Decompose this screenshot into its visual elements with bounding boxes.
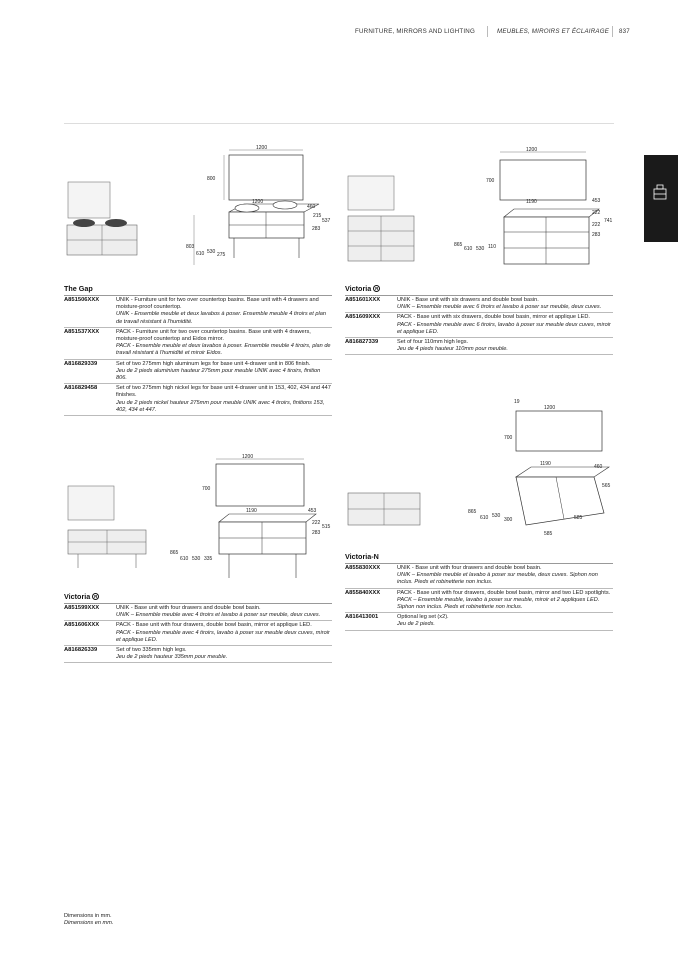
vicn-dim-w2: 585 xyxy=(544,531,553,537)
table-row xyxy=(64,621,332,646)
vic4-dim-unit-w: 1190 xyxy=(246,508,257,514)
desc-fr: PACK – Ensemble meuble, lavabo à poser sur meuble, miroir et 2 appliques LED. Siphon non inclus. Pieds et robinetterie non inclus. xyxy=(397,596,600,611)
product-code: A851506XXX xyxy=(64,297,100,303)
victoria-6-product-table xyxy=(345,295,613,355)
registered-icon: R xyxy=(375,286,379,291)
vicn-dim-h2: 530 xyxy=(492,513,501,519)
product-code: A851606XXX xyxy=(64,622,100,629)
section-tab xyxy=(644,155,678,242)
desc-en: PACK - Base unit with four drawers, double bowl basin, mirror and two LED spotlights. xyxy=(397,589,611,596)
vic6-dim-h-total: 865 xyxy=(454,242,463,248)
the-gap-product-table xyxy=(64,295,332,416)
desc-fr: Jeu de 2 pieds hauteur 335mm pour meuble. xyxy=(116,654,228,661)
vic6-dim-h2: 530 xyxy=(476,246,485,252)
victoria-n-product-table xyxy=(345,563,613,631)
vic6-dim-d2: 222 xyxy=(592,210,601,216)
product-code: A851599XXX xyxy=(64,605,100,611)
desc-fr: UNIK - Ensemble meuble et deux lavabos à poser. Ensemble meuble 4 tiroirs et plan de travail résistant à l'humidité. xyxy=(116,311,326,325)
victoria-n-illustration xyxy=(344,395,629,545)
product-code: A855830XXX xyxy=(345,565,381,571)
gap-dim-unit-w: 1200 xyxy=(252,199,264,205)
product-code: A816829339 xyxy=(64,360,98,367)
vic6-dim-d4: 222 xyxy=(592,222,601,228)
table-row xyxy=(345,313,613,338)
table-row xyxy=(64,384,332,416)
vicn-dim-h-total: 865 xyxy=(468,509,477,515)
desc-en: UNIK - Base unit with four drawers and double bowl basin. xyxy=(116,605,261,611)
vic4-dim-mirror-w: 1200 xyxy=(242,454,254,460)
gap-dim-d1: 460 xyxy=(307,204,316,210)
vicn-dim-h3: 300 xyxy=(504,517,513,523)
vicn-dim-unit-w: 1190 xyxy=(540,461,551,467)
desc-fr: UNIK – Ensemble meuble avec 4 tiroirs et lavabo à poser sur meuble, deux cuves. xyxy=(116,612,321,619)
vic6-dim-mirror-w: 1200 xyxy=(526,147,538,153)
vicn-dim-h1: 610 xyxy=(480,515,489,521)
footer-note xyxy=(64,913,113,927)
desc-fr: Jeu de 4 pieds hauteur 110mm pour meuble. xyxy=(397,346,508,353)
product-title-the-gap: The Gap xyxy=(64,284,93,293)
table-row xyxy=(345,338,613,355)
vicn-dim-mirror-h: 700 xyxy=(504,435,513,441)
gap-dim-mirror-h: 800 xyxy=(207,176,216,182)
product-code: A851609XXX xyxy=(345,314,381,321)
gap-dim-d3: 537 xyxy=(322,218,331,224)
table-row xyxy=(345,564,613,589)
gap-dim-h2: 530 xyxy=(207,249,216,255)
vicn-dim-w1: 585 xyxy=(574,515,583,521)
gap-dim-h-total: 803 xyxy=(186,244,195,250)
product-code: A855840XXX xyxy=(345,589,381,596)
desc-en: Set of four 110mm high legs. xyxy=(397,339,469,346)
section-title-fr: MEUBLES, MIROIRS ET ÉCLAIRAGE xyxy=(497,28,610,35)
the-gap-illustration xyxy=(64,140,344,275)
vic6-dim-mirror-h: 700 xyxy=(486,178,495,184)
vic4-dim-d1: 453 xyxy=(308,508,317,514)
page-number: 837 xyxy=(619,28,630,35)
vicn-dim-top: 19 xyxy=(514,399,520,405)
table-row xyxy=(64,328,332,360)
vic4-dim-d4: 283 xyxy=(312,530,321,536)
desc-en: UNIK - Base unit with four drawers and double bowl basin. xyxy=(397,565,542,571)
desc-fr: PACK - Ensemble meuble avec 4 tiroirs, lavabo à poser sur meuble deux cuves, miroir et applique LED. xyxy=(116,629,330,643)
vic4-dim-h3: 335 xyxy=(204,556,213,562)
desc-en: PACK - Furniture unit for two over countertop basins. Base unit with 4 drawers, moisture-proof countertop and Eidos mirror. xyxy=(116,328,311,343)
gap-dim-d2: 215 xyxy=(313,213,322,219)
vicn-dim-d1: 460 xyxy=(594,464,603,470)
header-divider xyxy=(487,26,488,37)
vic6-dim-d5: 283 xyxy=(592,232,601,238)
desc-fr: PACK - Ensemble meuble et deux lavabos à poser. Ensemble meuble 4 tiroirs, plan de travail résistant à l'humidité et miroir Eidos. xyxy=(116,343,331,357)
desc-fr: UNIK – Ensemble meuble et lavabo à poser sur meuble, deux cuves. Siphon non inclus. Pieds et robinetterie non inclus. xyxy=(397,572,598,586)
product-code: A851601XXX xyxy=(345,297,381,303)
desc-en: PACK - Base unit with six drawers, double bowl basin, mirror et applique LED. xyxy=(397,314,590,321)
desc-en: UNIK - Base unit with six drawers and double bowl basin. xyxy=(397,297,539,303)
title-text: Victoria xyxy=(345,284,372,293)
vic6-dim-unit-w: 1190 xyxy=(526,199,537,205)
product-code: A816826339 xyxy=(64,647,98,654)
vic4-dim-h1: 610 xyxy=(180,556,189,562)
desc-en: Set of two 335mm high legs. xyxy=(116,647,187,654)
table-row xyxy=(345,613,613,630)
top-rule xyxy=(64,123,614,124)
table-row xyxy=(64,646,332,663)
section-title-en: FURNITURE, MIRRORS AND LIGHTING xyxy=(355,28,475,35)
desc-fr: Jeu de 2 pieds aluminium hauteur 275mm pour meuble UNIK avec 4 tiroirs, finition 806. xyxy=(116,367,321,382)
product-code: A851537XXX xyxy=(64,328,100,335)
vic4-dim-d3: 515 xyxy=(322,524,331,530)
vic6-dim-d1: 453 xyxy=(592,198,601,204)
product-code: A816829458 xyxy=(64,385,98,392)
vicn-dim-d2: 565 xyxy=(602,483,611,489)
product-code: A816413001 xyxy=(345,614,379,621)
product-title-victoria xyxy=(345,284,380,293)
vic4-dim-d2: 222 xyxy=(312,520,321,526)
product-code: A816827339 xyxy=(345,339,379,346)
vic4-dim-h-total: 865 xyxy=(170,550,179,556)
registered-icon: R xyxy=(94,594,98,599)
victoria-4-illustration xyxy=(64,450,344,585)
furniture-icon xyxy=(644,155,678,242)
vic6-dim-h1: 610 xyxy=(464,246,473,252)
table-row xyxy=(64,604,332,621)
desc-fr: UNIK – Ensemble meuble avec 6 tiroirs et lavabo à poser sur meuble, deux cuves. xyxy=(397,304,602,311)
victoria-6-illustration xyxy=(344,140,629,275)
gap-dim-h3: 275 xyxy=(217,252,226,258)
table-row xyxy=(64,296,332,328)
gap-dim-d4: 283 xyxy=(312,226,321,232)
desc-en: Set of two 275mm high aluminum legs for base unit 4-drawer unit in 806 finish. xyxy=(116,360,311,367)
desc-fr: Jeu de 2 pieds. xyxy=(397,621,435,628)
product-title-victoria xyxy=(64,592,99,601)
gap-dim-mirror-w: 1200 xyxy=(256,145,268,151)
desc-en: Optional leg set (x2). xyxy=(397,614,449,621)
vic4-dim-h2: 530 xyxy=(192,556,201,562)
vicn-dim-mirror-w: 1200 xyxy=(544,405,556,411)
vic6-dim-d3: 741 xyxy=(604,218,613,224)
title-text: Victoria xyxy=(64,592,91,601)
desc-en: UNIK - Furniture unit for two over countertop basins. Base unit with 4 drawers and moisture-proof countertop. xyxy=(116,297,319,311)
table-row xyxy=(64,360,332,385)
vic4-dim-mirror-h: 700 xyxy=(202,486,211,492)
header-divider xyxy=(612,26,613,37)
desc-fr: Jeu de 2 pieds nickel hauteur 275mm pour meuble UNIK avec 4 tiroirs, finitions 153, 402, 434 et 447. xyxy=(116,399,325,413)
table-row xyxy=(345,589,613,614)
footer-en: Dimensions in mm. xyxy=(64,913,112,919)
victoria-4-product-table xyxy=(64,603,332,663)
product-title-victoria-n: Victoria-N xyxy=(345,552,379,561)
vic6-dim-h3: 110 xyxy=(488,244,496,250)
table-row xyxy=(345,296,613,313)
desc-fr: PACK - Ensemble meuble avec 6 tiroirs, lavabo à poser sur meuble deux cuves, miroir et applique LED. xyxy=(397,321,611,335)
gap-dim-h1: 610 xyxy=(196,251,205,257)
desc-en: PACK - Base unit with four drawers, double bowl basin, mirror et applique LED. xyxy=(116,622,312,629)
desc-en: Set of two 275mm high nickel legs for base unit 4-drawer unit in 153, 402, 434 and 447 finishes. xyxy=(116,385,331,399)
footer-fr: Dimensions en mm. xyxy=(64,920,114,926)
